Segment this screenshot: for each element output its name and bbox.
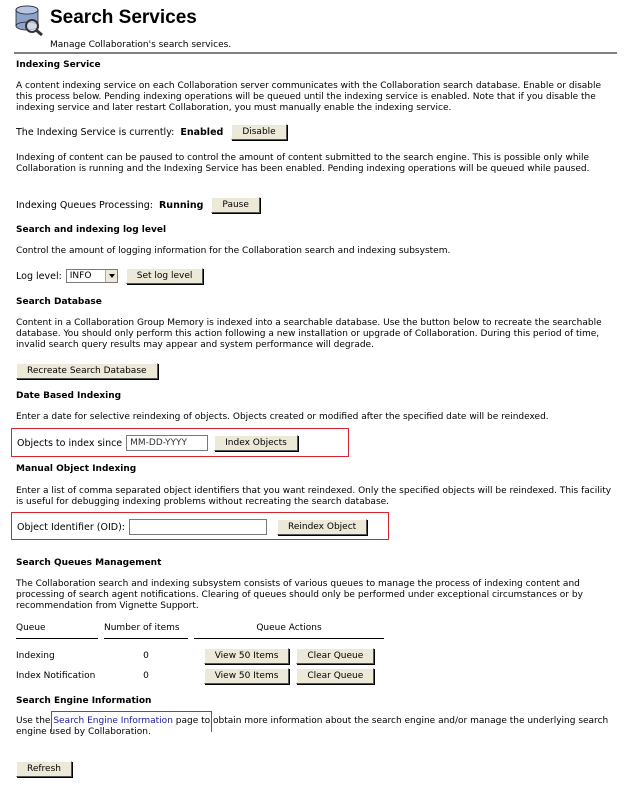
indexing-status-label: The Indexing Service is currently: — [16, 126, 175, 138]
log-level-row — [16, 268, 620, 284]
log-level-select[interactable] — [66, 269, 118, 283]
refresh-row — [16, 761, 620, 777]
date-indexing-description: Enter a date for selective reindexing of objects. Objects created or modified after the specified date will be reindexed. — [16, 412, 549, 422]
pause-button[interactable]: Pause — [211, 197, 259, 213]
queues-heading: Search Queues Management — [16, 558, 162, 568]
manual-indexing-heading: Manual Object Indexing — [16, 464, 137, 474]
search-database-icon — [14, 4, 44, 36]
indexing-service-heading: Indexing Service — [16, 60, 101, 70]
engine-link-highlight — [51, 711, 212, 732]
search-engine-info-link[interactable]: Search Engine Information — [53, 716, 173, 726]
set-log-level-button[interactable]: Set log level — [126, 268, 204, 284]
queue-processing-label: Indexing Queues Processing: — [16, 199, 153, 211]
queue-count: 0 — [143, 651, 149, 661]
queue-processing-row — [16, 197, 620, 213]
disable-button[interactable]: Disable — [231, 124, 286, 140]
page-title: Search Services — [50, 7, 197, 28]
log-level-selected: INFO — [69, 271, 92, 281]
pause-description: Indexing of content can be paused to control the amount of content submitted to the search engine. This is possible only while Collaboration is running and the Indexing Service has been enabled. Pending indexing operations will be queued while paused. — [16, 153, 590, 174]
date-indexing-row — [17, 435, 620, 451]
reindex-object-button[interactable]: Reindex Object — [277, 519, 367, 535]
oid-input[interactable] — [129, 519, 267, 535]
oid-label: Object Identifier (OID): — [17, 521, 125, 533]
queue-name: Indexing — [16, 651, 55, 661]
header-divider — [14, 52, 617, 54]
queues-description: The Collaboration search and indexing subsystem consists of various queues to manage the process of indexing content and processing of search agent notifications. Clearing of queues should only be performed under exceptional circumstances or by recommendation from Vignette Support. — [16, 579, 583, 611]
engine-info-heading: Search Engine Information — [16, 696, 152, 706]
queue-processing-value: Running — [158, 199, 204, 211]
indexing-service-description: A content indexing service on each Collaboration server communicates with the Collaboration search database. Enable or disable this process below. Pending indexing operations will be queued until the indexing service is enabled. Note that if you disable the indexing service and later restart Collaboration, you must manually enable the indexing service. — [16, 81, 602, 113]
log-level-heading: Search and indexing log level — [16, 225, 167, 235]
log-level-description: Control the amount of logging information for the Collaboration search and indexing subsystem. — [16, 246, 451, 256]
queue-count: 0 — [143, 671, 149, 681]
queue-name: Index Notification — [16, 671, 96, 681]
queues-header-row — [16, 618, 384, 638]
manual-indexing-description: Enter a list of comma separated object identifiers that you want reindexed. Only the specified objects will be reindexed. This facility is useful for debugging indexing problems without recreating the search database. — [16, 486, 612, 507]
clear-queue-button[interactable]: Clear Queue — [296, 648, 374, 664]
date-indexing-heading: Date Based Indexing — [16, 391, 122, 401]
col-items-header: Number of items — [104, 618, 188, 638]
page-subtitle: Manage Collaboration's search services. — [50, 40, 232, 50]
engine-info-text-before: Use the — [16, 716, 54, 726]
search-database-description: Content in a Collaboration Group Memory is indexed into a searchable database. Use the button below to recreate the searchable database. You should only perform this action following a new installation or upgrade of Collaboration. During this period of time, invalid search query results may appear and system performance will degrade. — [16, 318, 602, 350]
table-row — [16, 646, 384, 666]
recreate-row — [16, 363, 620, 379]
chevron-down-icon[interactable] — [105, 270, 117, 282]
refresh-button[interactable]: Refresh — [16, 761, 72, 777]
clear-queue-button[interactable]: Clear Queue — [296, 668, 374, 684]
col-actions-header: Queue Actions — [194, 618, 384, 638]
queues-table — [16, 618, 620, 686]
view-items-button[interactable]: View 50 Items — [204, 668, 290, 684]
index-since-label: Objects to index since — [17, 437, 123, 449]
manual-indexing-row — [17, 519, 620, 535]
log-level-label: Log level: — [16, 270, 62, 282]
indexing-status-row — [16, 124, 620, 140]
col-queue-header: Queue — [16, 618, 98, 638]
table-row — [16, 666, 384, 686]
search-database-heading: Search Database — [16, 297, 102, 307]
indexing-status-value: Enabled — [180, 126, 224, 138]
index-since-date-input[interactable] — [126, 435, 208, 451]
view-items-button[interactable]: View 50 Items — [204, 648, 290, 664]
engine-info-text-after: page to obtain more information about the search engine and/or manage the underlying search engine used by Collaboration. — [16, 716, 609, 737]
index-objects-button[interactable]: Index Objects — [214, 435, 298, 451]
recreate-search-database-button[interactable]: Recreate Search Database — [16, 363, 158, 379]
